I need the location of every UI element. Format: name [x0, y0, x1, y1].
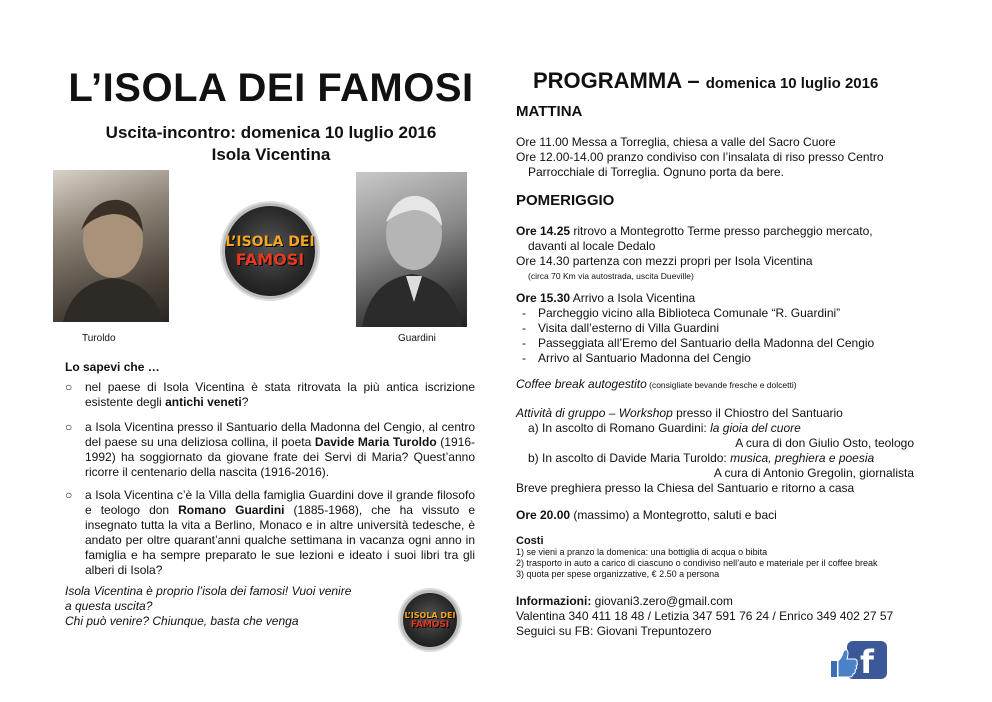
programma-date: domenica 10 luglio 2016	[705, 75, 879, 92]
isola-dei-famosi-logo	[222, 203, 318, 299]
bullet-icon: ○	[65, 380, 73, 394]
list-item: - Parcheggio vicino alla Biblioteca Comunale “R. Guardini”	[516, 306, 926, 321]
email-link[interactable]: giovani3.zero@gmail.com	[591, 594, 733, 608]
caption-guardini: Guardini	[398, 333, 436, 344]
coffee-break: Coffee break autogestito (consigliate bevande fresche e dolcetti)	[516, 377, 797, 391]
facebook-text: Seguici su FB: Giovani Trepuntozero	[516, 624, 712, 638]
svg-text:f: f	[860, 643, 874, 681]
mattina-text: Ore 11.00 Messa a Torreglia, chiesa a valle del Sacro Cuore Ore 12.00-14.00 pranzo condiviso con l’insalata di riso presso Centro Parrocchiale di Torreglia. Ognuno porta da bere.	[516, 135, 884, 179]
section-pomeriggio: POMERIGGIO	[516, 192, 615, 209]
costi-heading: Costi	[516, 535, 544, 547]
list-item: ○ nel paese di Isola Vicentina è stata ritrovata la più antica iscrizione esistente degli antichi veneti?	[65, 380, 475, 409]
list-item: ○ a Isola Vicentina c’è la Villa della famiglia Guardini dove il grande filosofo e teologo don Romano Guardini (1885-1968), che ha vissuto e insegnato tutta la vita a Berlino, Monaco e in altre università tedesche, è andato per oltre quarant’anni qualche settimana in vacanza ogni anno in famiglia e ha sempre preparato le sue lezioni e ideato i suoi libri tra gli alberi di Isola?	[65, 488, 475, 577]
costi-section: Costi 1) se vieni a pranzo la domenica: una bottiglia di acqua o bibita 2) trasporto in auto a carico di ciascuno o condiviso nell’auto e materiale per il coffee break 3) quota per spese organizzative, € 2.50 a persona	[516, 536, 936, 580]
list-item: - Passeggiata all’Eremo del Santuario della Madonna del Cengio	[516, 336, 926, 351]
isola-dei-famosi-logo-small	[400, 590, 460, 650]
bullet-icon: ○	[65, 488, 73, 502]
pomeriggio-arrivo: Ore 15.30 Arrivo a Isola Vicentina - Parcheggio vicino alla Biblioteca Comunale “R. Guardini” - Visita dall’esterno di Villa Guardini - Passeggiata all’Eremo del Santuario della Madonna del Cengio - Arrivo al Santuario Madonna del Cengio	[516, 291, 926, 366]
list-item: - Arrivo al Santuario Madonna del Cengio	[516, 351, 926, 366]
list-item: ○ a Isola Vicentina presso il Santuario della Madonna del Cengio, al centro del paese su una deliziosa collina, il poeta Davide Maria Turoldo (1916-1992) ha soggiornato da giovane frate dei Servi di Maria? Quest’anno ricorre il centenario della nascita (1916-2016).	[65, 420, 475, 479]
section-mattina: MATTINA	[516, 103, 583, 120]
logo-text-bottom: FAMOSI	[410, 619, 450, 630]
logo-text-top: L’ISOLA DEI	[225, 233, 315, 250]
informazioni: Informazioni: giovani3.zero@gmail.com Valentina 340 411 18 48 / Letizia 347 591 76 24 / Enrico 349 402 27 57 Seguici su FB: Giovani Trepuntozero	[516, 594, 926, 639]
photo-turoldo	[53, 170, 169, 322]
programma-title: PROGRAMMA – domenica 10 luglio 2016	[533, 68, 879, 93]
lo-sapevi-heading: Lo sapevi che …	[65, 360, 160, 374]
closing-text: Isola Vicentina è proprio l’isola dei famosi! Vuoi venire a questa uscita? Chi può venire? Chiunque, basta che venga	[65, 584, 352, 628]
rientro: Ore 20.00 (massimo) a Montegrotto, saluti e baci	[516, 508, 777, 522]
logo-text-top: L’ISOLA DEI	[404, 610, 456, 620]
attivita-gruppo: Attività di gruppo – Workshop presso il Chiostro del Santuario a) In ascolto di Romano Guardini: la gioia del cuore A cura di don Giulio Osto, teologo b) In ascolto di Davide Maria Turoldo: musica, preghiera e poesia A cura di Antonio Gregolin, giornalista Breve preghiera presso la Chiesa del Santuario e ritorno a casa	[516, 406, 914, 495]
facebook-like-icon[interactable]	[827, 639, 889, 681]
subtitle-place: Isola Vicentina	[211, 145, 331, 164]
photo-guardini	[356, 172, 467, 327]
page-title: L’ISOLA DEI FAMOSI	[68, 66, 474, 110]
caption-turoldo: Turoldo	[82, 333, 116, 344]
logo-text-bottom: FAMOSI	[235, 249, 305, 269]
list-item: - Visita dall’esterno di Villa Guardini	[516, 321, 926, 336]
pomeriggio-ritrovo: Ore 14.25 ritrovo a Montegrotto Terme presso parcheggio mercato, davanti al locale Dedalo Ore 14.30 partenza con mezzi propri per Isola Vicentina (circa 70 Km via autostrada, uscita Dueville)	[516, 224, 873, 281]
bullet-icon: ○	[65, 420, 73, 434]
subtitle-date: Uscita-incontro: domenica 10 luglio 2016	[105, 123, 437, 142]
subtitle	[40, 122, 502, 166]
